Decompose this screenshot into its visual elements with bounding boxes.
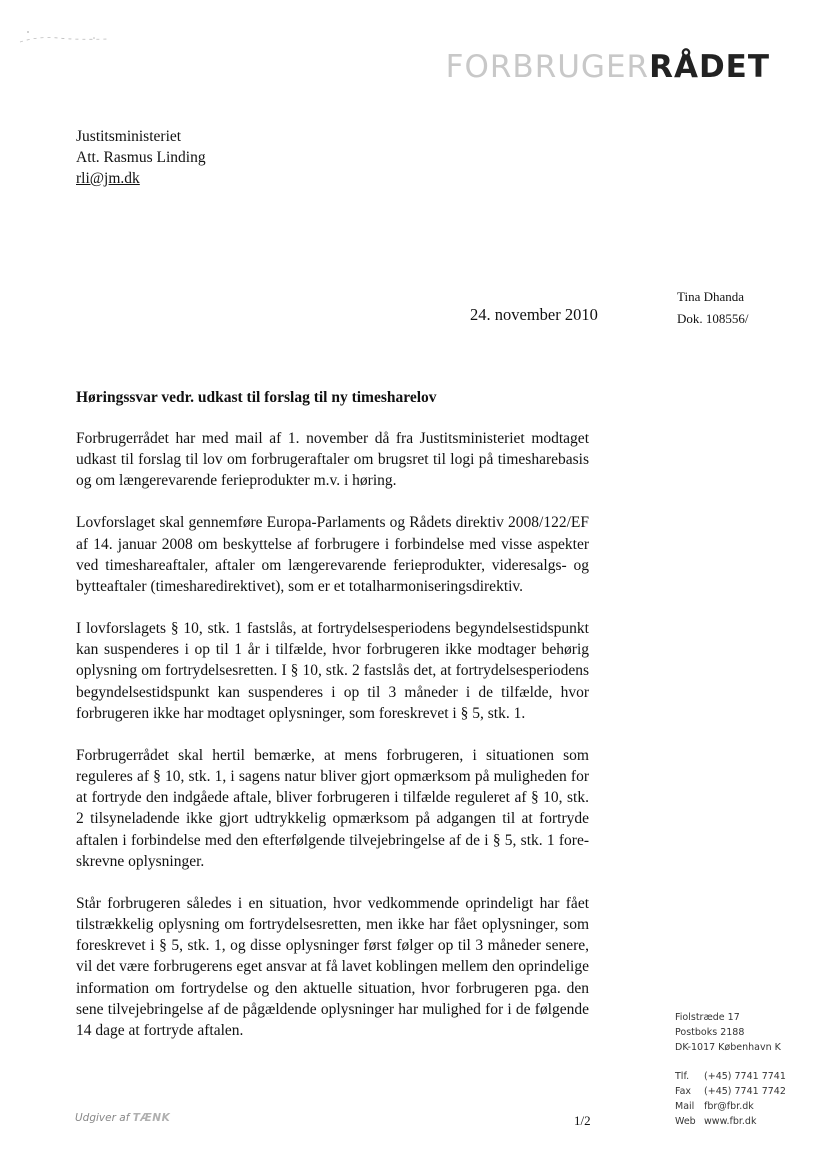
footer-web (675, 1114, 805, 1129)
recipient-email-link[interactable]: rli@jm.dk (76, 170, 140, 187)
recipient-attention: Att. Rasmus Linding (76, 149, 206, 166)
footer-web-link[interactable]: www.fbr.dk (704, 1116, 757, 1128)
publisher-line (75, 1112, 170, 1124)
footer-contact-block (675, 1010, 805, 1129)
document-reference: Dok. 108556/ (677, 311, 749, 326)
logo-light-part: FORBRUGER (445, 49, 650, 85)
publisher-prefix: Udgiver af (75, 1112, 130, 1124)
footer-address-line: DK-1017 København K (675, 1042, 781, 1054)
body-paragraph: Forbrugerrådet har med mail af 1. november då fra Justitsministeriet modtaget udkast til forslag til lov om forbrugeraftaler om brugsret til logi på timesharebasis og om længerevarende ferieprodukter m.v. i høring. (76, 430, 589, 490)
taenk-logo: TÆNK (132, 1112, 171, 1124)
forbrugerraadet-logo (445, 49, 770, 85)
page-number: 1/2 (574, 1113, 591, 1128)
footer-address-line: Postboks 2188 (675, 1027, 745, 1039)
letter-date: 24. november 2010 (470, 305, 598, 324)
footer-fax-label: Fax (675, 1085, 692, 1097)
body-paragraph: Står forbrugeren således i en situation, hvor vedkommende oprindeligt har fået tilstrækkelig oplysning om fortrydelsesretten, men ikke har fået oplysninger, som foreskrevet i § 5, stk. 1, og disse oplysninger først følger op til 3 måneder senere, vil det være forbrugerens eget ansvar at få lavet koblingen mellem den oprindelige information om fortrydelse og den aktuelle situation, hvor forbrugeren pga. den sene tilvejebringelse af de pågældende oplysninger har mulighed for i de følgende 14 dage at fortryde aftalen. (76, 894, 589, 1040)
footer-phone (675, 1069, 805, 1084)
body-paragraph: I lovforslagets § 10, stk. 1 fastslås, at fortrydelsesperiodens begyndelsestidspunkt kan suspenderes i op til 1 år i tilfælde, hvor forbrugeren ikke modtager behørig oplysning om fortrydelsesretten. I § 10, stk. 2 fastslås det, at fortrydelsesperiodens begyndelsestidspunkt kan suspenderes i op til 3 måneder i de tilfælde, hvor forbrugeren ikke har modtaget oplysninger, som foreskrevet i § 5, stk. 1. (76, 620, 589, 722)
footer-mail-link[interactable]: fbr@fbr.dk (704, 1101, 754, 1113)
sender-name: Tina Dhanda (677, 289, 745, 304)
recipient-block (76, 126, 206, 189)
footer-fax (675, 1084, 805, 1099)
body-paragraph: Lovforslaget skal gennemføre Europa-Parlaments og Rådets direktiv 2008/122/EF af 14. januar 2008 om beskyttelse af forbrugere i forbindelse med visse aspekter ved timeshareaftaler, aftaler om længerevarende ferieprodukter, videresalgs- og bytteaftaler (timesharedirektivet), som er et totalharmoniseringsdirektiv. (76, 514, 589, 596)
footer-mail-label: Mail (675, 1101, 695, 1113)
footer-address-line: Fiolstræde 17 (675, 1012, 740, 1023)
sender-block (677, 286, 749, 330)
footer-fax-value: (+45) 7741 7742 (704, 1085, 786, 1097)
scan-artifact (18, 26, 128, 46)
letter-body (76, 428, 589, 1062)
recipient-name: Justitsministeriet (76, 128, 182, 145)
footer-phone-label: Tlf. (675, 1070, 690, 1082)
body-paragraph: Forbrugerrådet skal hertil bemærke, at mens forbrugeren, i situationen som reguleres af § 10, stk. 1, i sagens natur bliver gjort opmærksom på muligheden for at fortryde den indgåede aftale, bliver forbrugeren i tilfælde reguleret af § 10, stk. 2 tilsyneladende ikke gjort udtrykkelig opmærksom på adgangen til at fortryde aftalen i forbindelse med den efterfølgende tilvejebringelse af de i § 5, stk. 1 foreskrevne oplysninger. (76, 746, 589, 870)
logo-dark-part: RÅDET (649, 49, 770, 85)
footer-web-label: Web (675, 1116, 696, 1128)
letter-heading: Høringssvar vedr. udkast til forslag til ny timesharelov (76, 389, 437, 406)
footer-mail (675, 1099, 805, 1114)
footer-phone-value: (+45) 7741 7741 (704, 1070, 786, 1082)
